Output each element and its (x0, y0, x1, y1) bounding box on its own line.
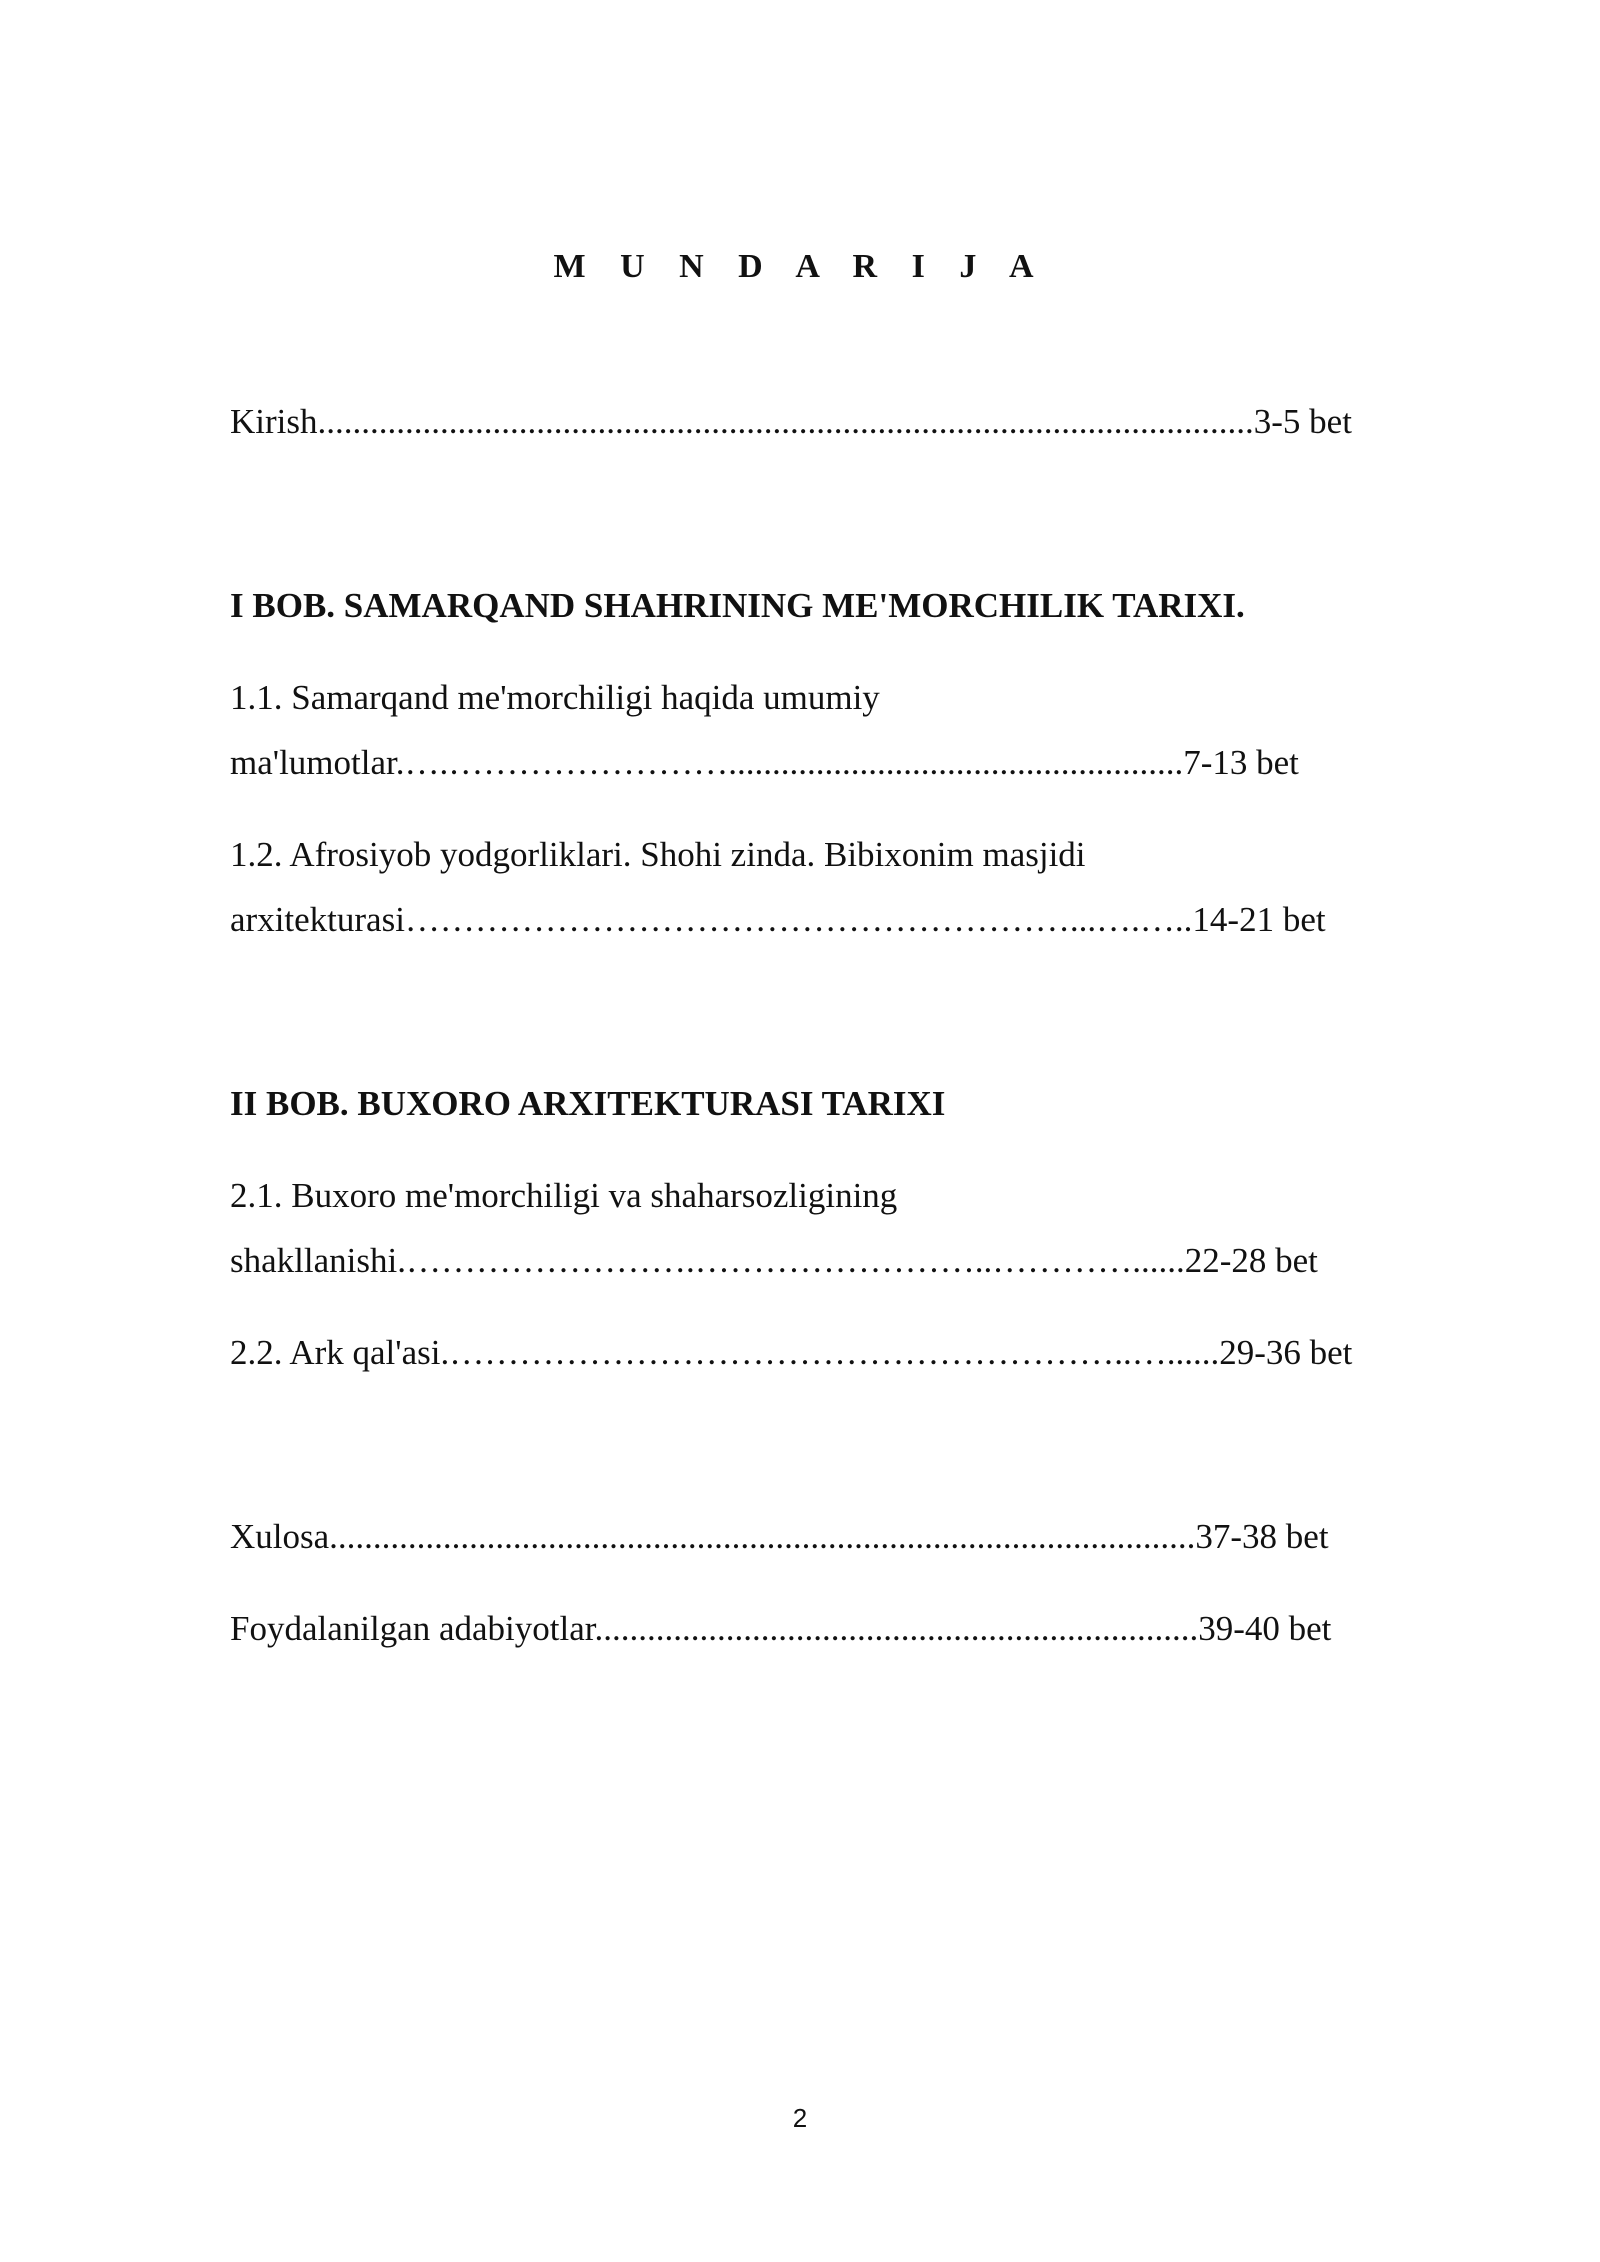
toc-entry-1-2-line-1: 1.2. Afrosiyob yodgorliklari. Shohi zinda. Bibixonim masjidi (230, 835, 1086, 874)
toc-entry-1-1-line-2: ma'lumotlar.….……………………....................................................7-13 bet (230, 743, 1299, 782)
chapter-1-heading: I BOB. SAMARQAND SHAHRINING ME'MORCHILIK TARIXI. (230, 586, 1245, 625)
chapter-2-heading: II BOB. BUXORO ARXITEKTURASI TARIXI (230, 1084, 946, 1123)
toc-entry-2-2: 2.2. Ark qal'asi.…………………………………………………..…......29-36 bet (230, 1333, 1353, 1372)
toc-entry-1-1-line-1: 1.1. Samarqand me'morchiligi haqida umumiy (230, 678, 880, 717)
toc-entry-intro: Kirish...........................................................................................................3-5 bet (230, 402, 1352, 441)
toc-entry-2-1-line-2: shakllanishi.…………………….……………………..…………......22-28 bet (230, 1241, 1318, 1280)
page-number: 2 (792, 2103, 808, 2133)
toc-entry-1-2-line-2: arxitekturasi…………………………………………………...….…..14-21 bet (230, 900, 1326, 939)
toc-entry-references: Foydalanilgan adabiyotlar.....................................................................39-40 bet (230, 1609, 1332, 1648)
toc-entry-conclusion: Xulosa...................................................................................................37-38 bet (230, 1517, 1329, 1556)
toc-entry-2-1-line-1: 2.1. Buxoro me'morchiligi va shaharsozligining (230, 1176, 898, 1215)
page-title: M U N D A R I J A (553, 248, 1047, 285)
